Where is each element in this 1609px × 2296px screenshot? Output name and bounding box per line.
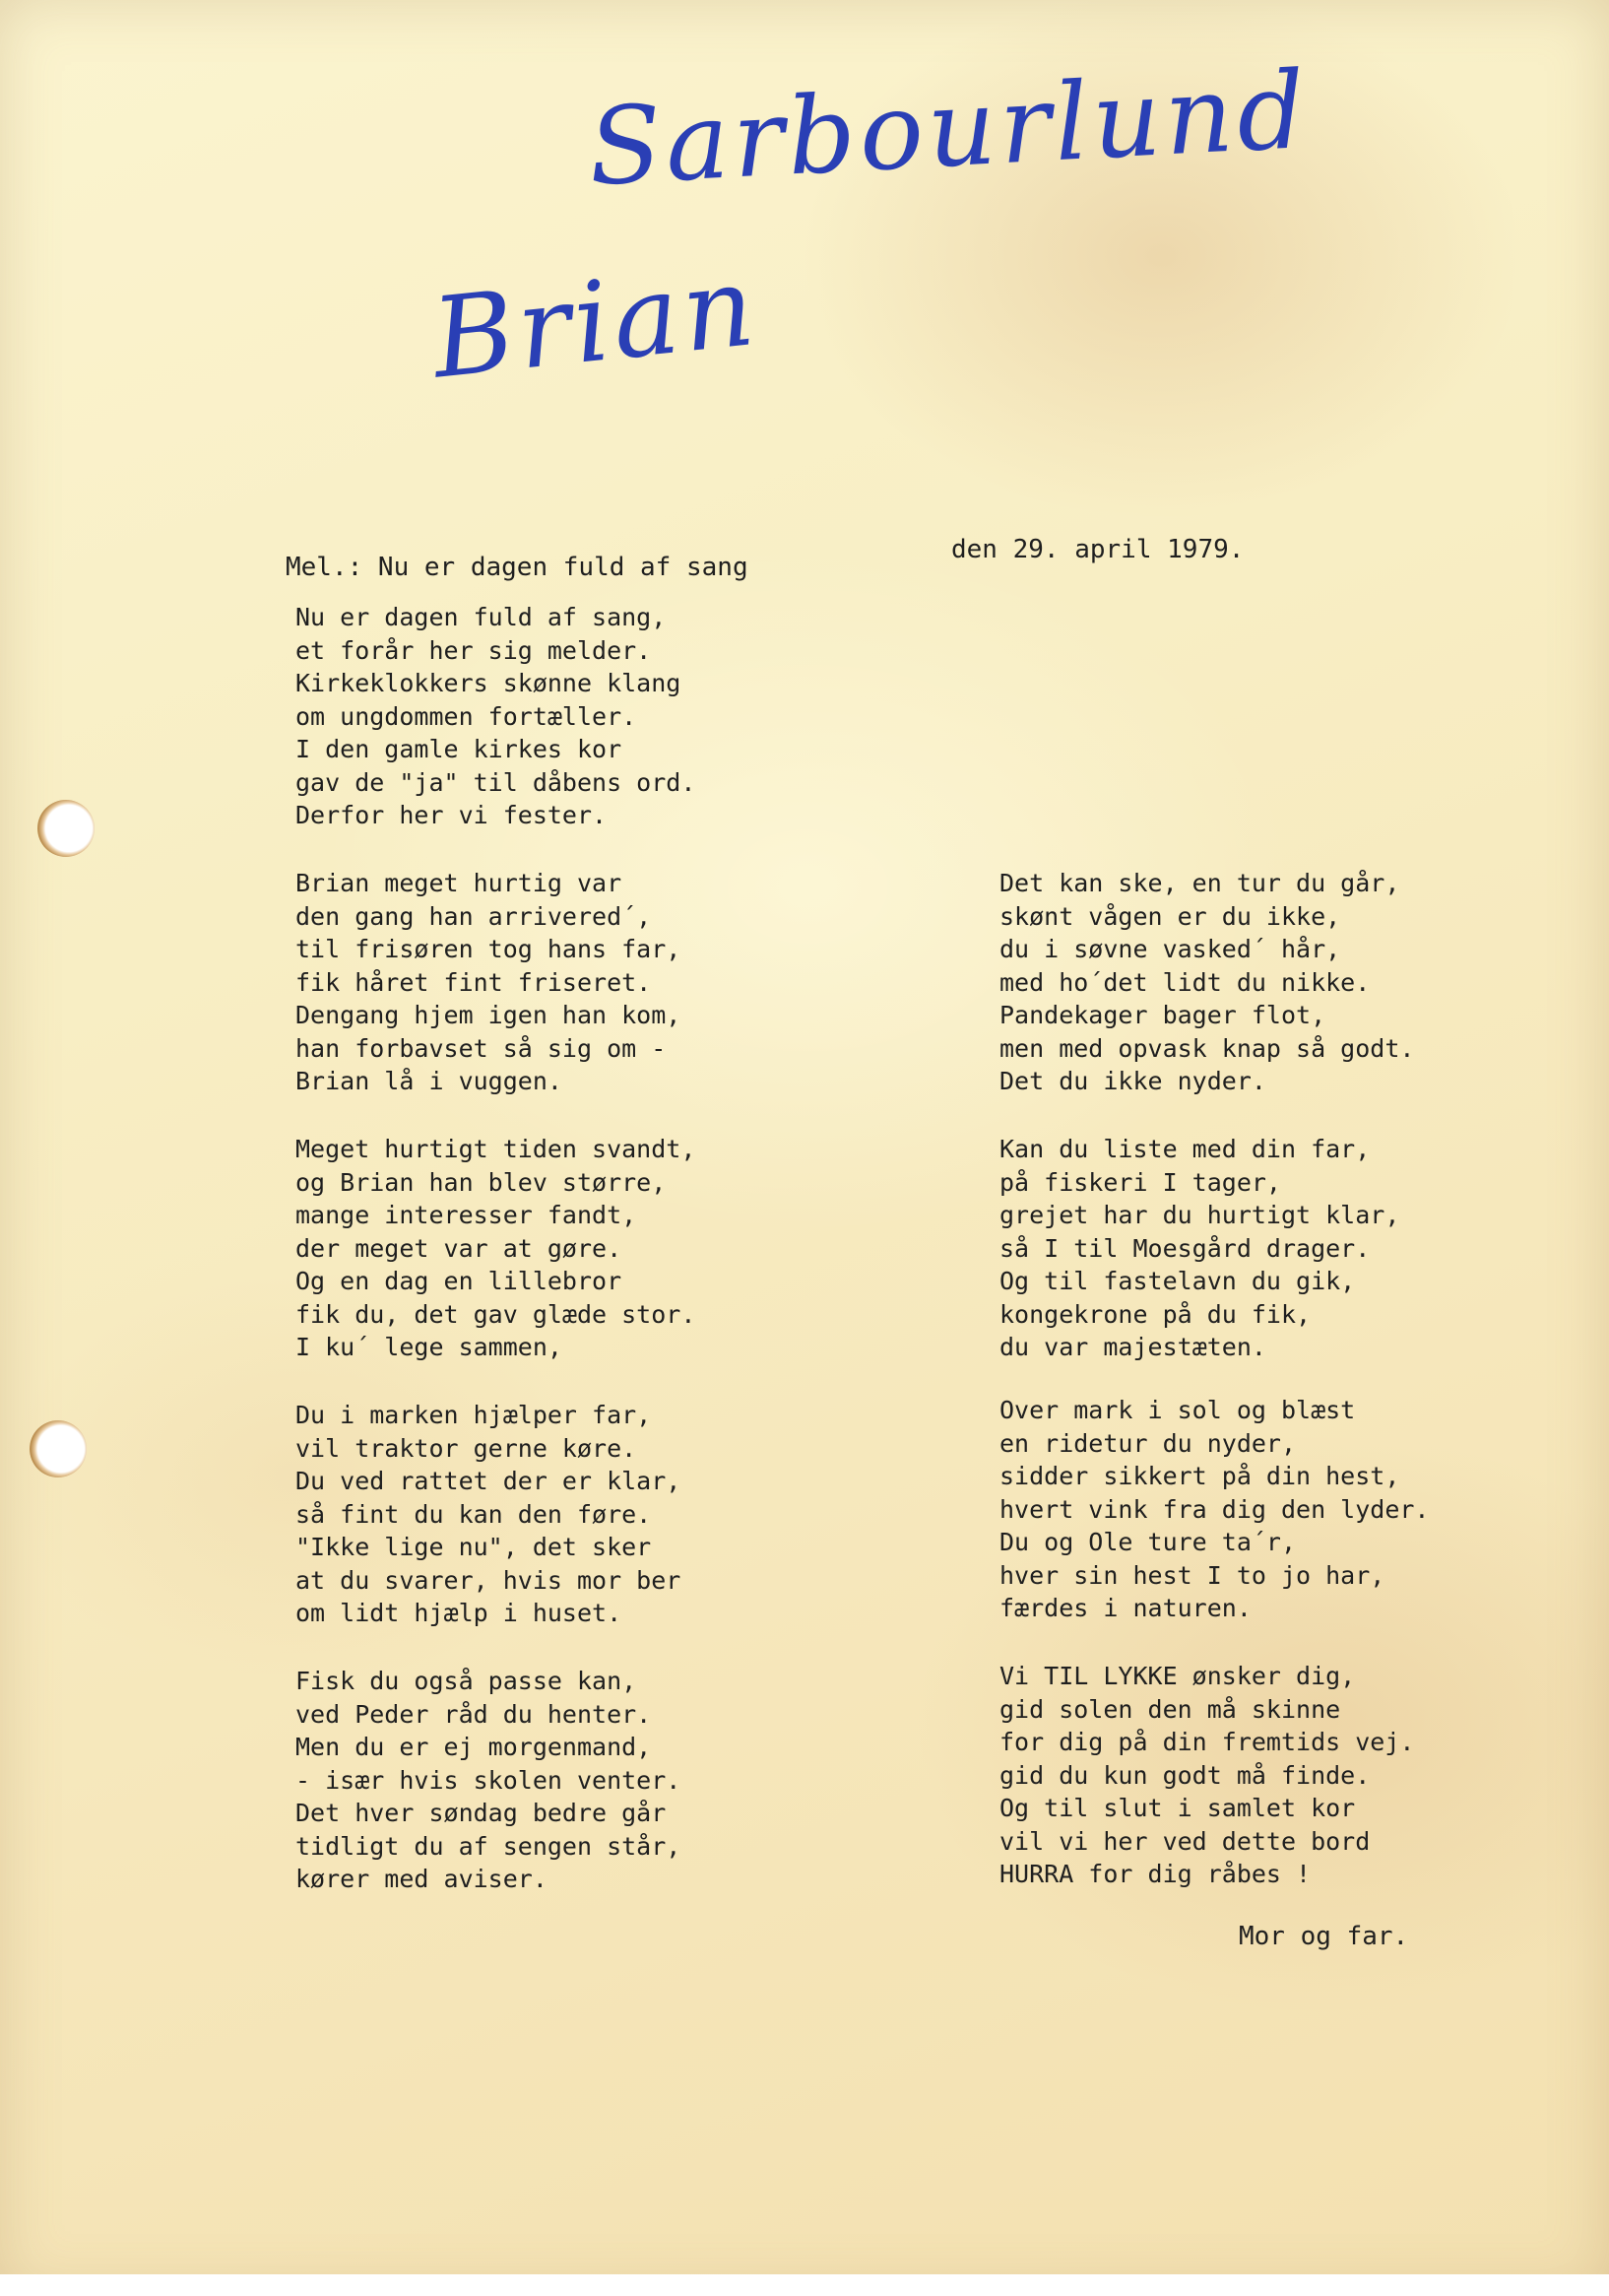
scan-border <box>0 2274 1609 2296</box>
verse-line: for dig på din fremtids vej. <box>999 1728 1415 1756</box>
verse-line: fik du, det gav glæde stor. <box>295 1299 696 1329</box>
date-line: den 29. april 1979. <box>951 535 1245 564</box>
verse-line: Og til slut i samlet kor <box>999 1794 1356 1822</box>
verse-line: en ridetur du nyder, <box>999 1428 1297 1458</box>
verse-left-3 <box>295 1133 695 1364</box>
punch-hole-bottom <box>30 1420 87 1477</box>
verse-line: Men du er ej morgenmand, <box>295 1733 652 1761</box>
verse-line: fik håret fint friseret. <box>295 967 652 997</box>
verse-line: han forbavset så sig om - <box>295 1033 667 1063</box>
verse-line: tidligt du af sengen står, <box>295 1831 681 1861</box>
verse-line: så fint du kan den føre. <box>295 1499 652 1529</box>
verse-line: Derfor her vi fester. <box>295 801 608 829</box>
verse-line: grejet har du hurtigt klar, <box>999 1201 1400 1229</box>
punch-hole-top <box>37 800 95 857</box>
verse-line: mange interesser fandt, <box>295 1201 637 1229</box>
handwritten-first-name: Brian <box>426 241 764 404</box>
verse-left-2 <box>295 867 680 1098</box>
verse-left-1 <box>295 601 695 832</box>
verse-line: og Brian han blev større, <box>295 1167 667 1197</box>
verse-line: - især hvis skolen venter. <box>295 1765 681 1795</box>
verse-line: Det du ikke nyder. <box>999 1067 1266 1095</box>
verse-line: at du svarer, hvis mor ber <box>295 1565 681 1595</box>
verse-right-4 <box>999 1660 1414 1891</box>
verse-line: Brian meget hurtig var <box>295 869 622 897</box>
verse-line: kongekrone på du fik, <box>999 1299 1312 1329</box>
verse-right-1 <box>999 867 1414 1098</box>
verse-line: Du og Ole ture ta´r, <box>999 1528 1297 1556</box>
verse-line: Dengang hjem igen han kom, <box>295 1001 681 1029</box>
verse-line: hver sin hest I to jo har, <box>999 1560 1385 1590</box>
verse-line: Meget hurtigt tiden svandt, <box>295 1135 696 1163</box>
verse-line: Og en dag en lillebror <box>295 1267 622 1295</box>
verse-line: gid du kun godt må finde. <box>999 1760 1371 1790</box>
verse-line: et forår her sig melder. <box>295 635 652 665</box>
signature: Mor og far. <box>1239 1922 1409 1951</box>
verse-line: gid solen den må skinne <box>999 1694 1341 1724</box>
verse-line: Nu er dagen fuld af sang, <box>295 603 667 631</box>
verse-line: Vi TIL LYKKE ønsker dig, <box>999 1662 1356 1690</box>
verse-right-3 <box>999 1394 1430 1625</box>
verse-line: men med opvask knap så godt. <box>999 1033 1415 1063</box>
verse-line: vil vi her ved dette bord <box>999 1826 1371 1856</box>
verse-line: sidder sikkert på din hest, <box>999 1462 1400 1490</box>
handwritten-surname: Sarbourlund <box>585 48 1313 210</box>
verse-line: ved Peder råd du henter. <box>295 1699 652 1729</box>
verse-line: gav de "ja" til dåbens ord. <box>295 767 696 797</box>
verse-line: Kirkeklokkers skønne klang <box>295 669 681 697</box>
verse-line: færdes i naturen. <box>999 1594 1252 1622</box>
verse-line: du var majestæten. <box>999 1333 1266 1361</box>
verse-line: Pandekager bager flot, <box>999 1001 1326 1029</box>
verse-line: om lidt hjælp i huset. <box>295 1599 622 1627</box>
verse-line: HURRA for dig råbes ! <box>999 1860 1312 1888</box>
verse-line: om ungdommen fortæller. <box>295 701 637 731</box>
verse-line: skønt vågen er du ikke, <box>999 901 1341 931</box>
verse-line: I den gamle kirkes kor <box>295 735 622 763</box>
verse-line: Det kan ske, en tur du går, <box>999 869 1400 897</box>
verse-line: Og til fastelavn du gik, <box>999 1267 1356 1295</box>
verse-left-4 <box>295 1399 680 1630</box>
verse-line: hvert vink fra dig den lyder. <box>999 1494 1430 1524</box>
verse-line: Du i marken hjælper far, <box>295 1401 652 1429</box>
verse-line: der meget var at gøre. <box>295 1233 622 1263</box>
verse-line: vil traktor gerne køre. <box>295 1433 637 1463</box>
verse-right-2 <box>999 1133 1399 1364</box>
verse-line: I ku´ lege sammen, <box>295 1333 562 1361</box>
verse-line: den gang han arrivered´, <box>295 901 652 931</box>
melody-line: Mel.: Nu er dagen fuld af sang <box>286 553 748 582</box>
verse-left-5 <box>295 1665 680 1896</box>
verse-line: du i søvne vasked´ hår, <box>999 935 1341 963</box>
verse-line: med ho´det lidt du nikke. <box>999 967 1371 997</box>
verse-line: "Ikke lige nu", det sker <box>295 1533 652 1561</box>
verse-line: Det hver søndag bedre går <box>295 1799 667 1827</box>
verse-line: til frisøren tog hans far, <box>295 935 681 963</box>
verse-line: Du ved rattet der er klar, <box>295 1467 681 1495</box>
verse-line: så I til Moesgård drager. <box>999 1233 1371 1263</box>
verse-line: Over mark i sol og blæst <box>999 1396 1356 1424</box>
verse-line: Kan du liste med din far, <box>999 1135 1371 1163</box>
verse-line: Brian lå i vuggen. <box>295 1067 562 1095</box>
verse-line: kører med aviser. <box>295 1865 547 1893</box>
verse-line: på fiskeri I tager, <box>999 1167 1281 1197</box>
verse-line: Fisk du også passe kan, <box>295 1667 637 1695</box>
